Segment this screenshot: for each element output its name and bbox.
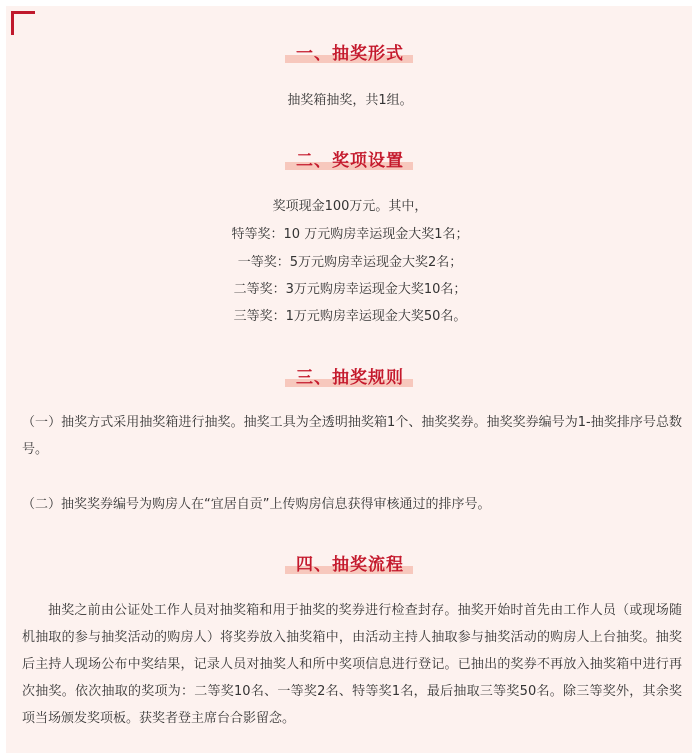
- section-title: 二、奖项设置: [296, 151, 404, 171]
- prize-line: 特等奖：10 万元购房幸运现金大奖1名；: [231, 227, 469, 242]
- corner-bracket-decoration: [11, 11, 35, 35]
- section-heading-rules: [0, 366, 700, 390]
- prize-line: 三等奖：1万元购房幸运现金大奖50名。: [233, 309, 467, 324]
- section-title: 一、抽奖形式: [296, 44, 404, 64]
- section-title: 四、抽奖流程: [296, 555, 404, 575]
- rule-paragraph: （二）抽奖奖券编号为购房人在“宜居自贡”上传购房信息获得审核通过的排序号。: [22, 497, 491, 512]
- form-text: 抽奖箱抽奖，共1组。: [287, 93, 413, 108]
- prize-line: 奖项现金100万元。其中，: [272, 199, 428, 214]
- section-heading-process: [0, 553, 700, 577]
- section-heading-form: [0, 42, 700, 66]
- prize-line: 一等奖：5万元购房幸运现金大奖2名；: [237, 255, 463, 270]
- section-heading-prizes: [0, 149, 700, 173]
- process-paragraph: 抽奖之前由公证处工作人员对抽奖箱和用于抽奖的奖券进行检查封存。抽奖开始时首先由工作人员（或现场随机抽取的参与抽奖活动的购房人）将奖券放入抽奖箱中，由活动主持人抽取参与抽奖活动的购房人上台抽奖。抽奖后主持人现场公布中奖结果，记录人员对抽奖人和所中奖项信息进行登记。已抽出的奖券不再放入抽奖箱中进行再次抽奖。依次抽取的奖项为：二等奖10名、一等奖2名、特等奖1名，最后抽取三等奖50名。除三等奖外，其余奖项当场颁发奖项板。获奖者登主席台合影留念。: [22, 603, 682, 726]
- rule-paragraph: （一）抽奖方式采用抽奖箱进行抽奖。抽奖工具为全透明抽奖箱1个、抽奖奖券。抽奖奖券编号为1-抽奖排序号总数号。: [22, 415, 682, 457]
- prize-line: 二等奖：3万元购房幸运现金大奖10名；: [233, 282, 467, 297]
- section-title: 三、抽奖规则: [296, 368, 404, 388]
